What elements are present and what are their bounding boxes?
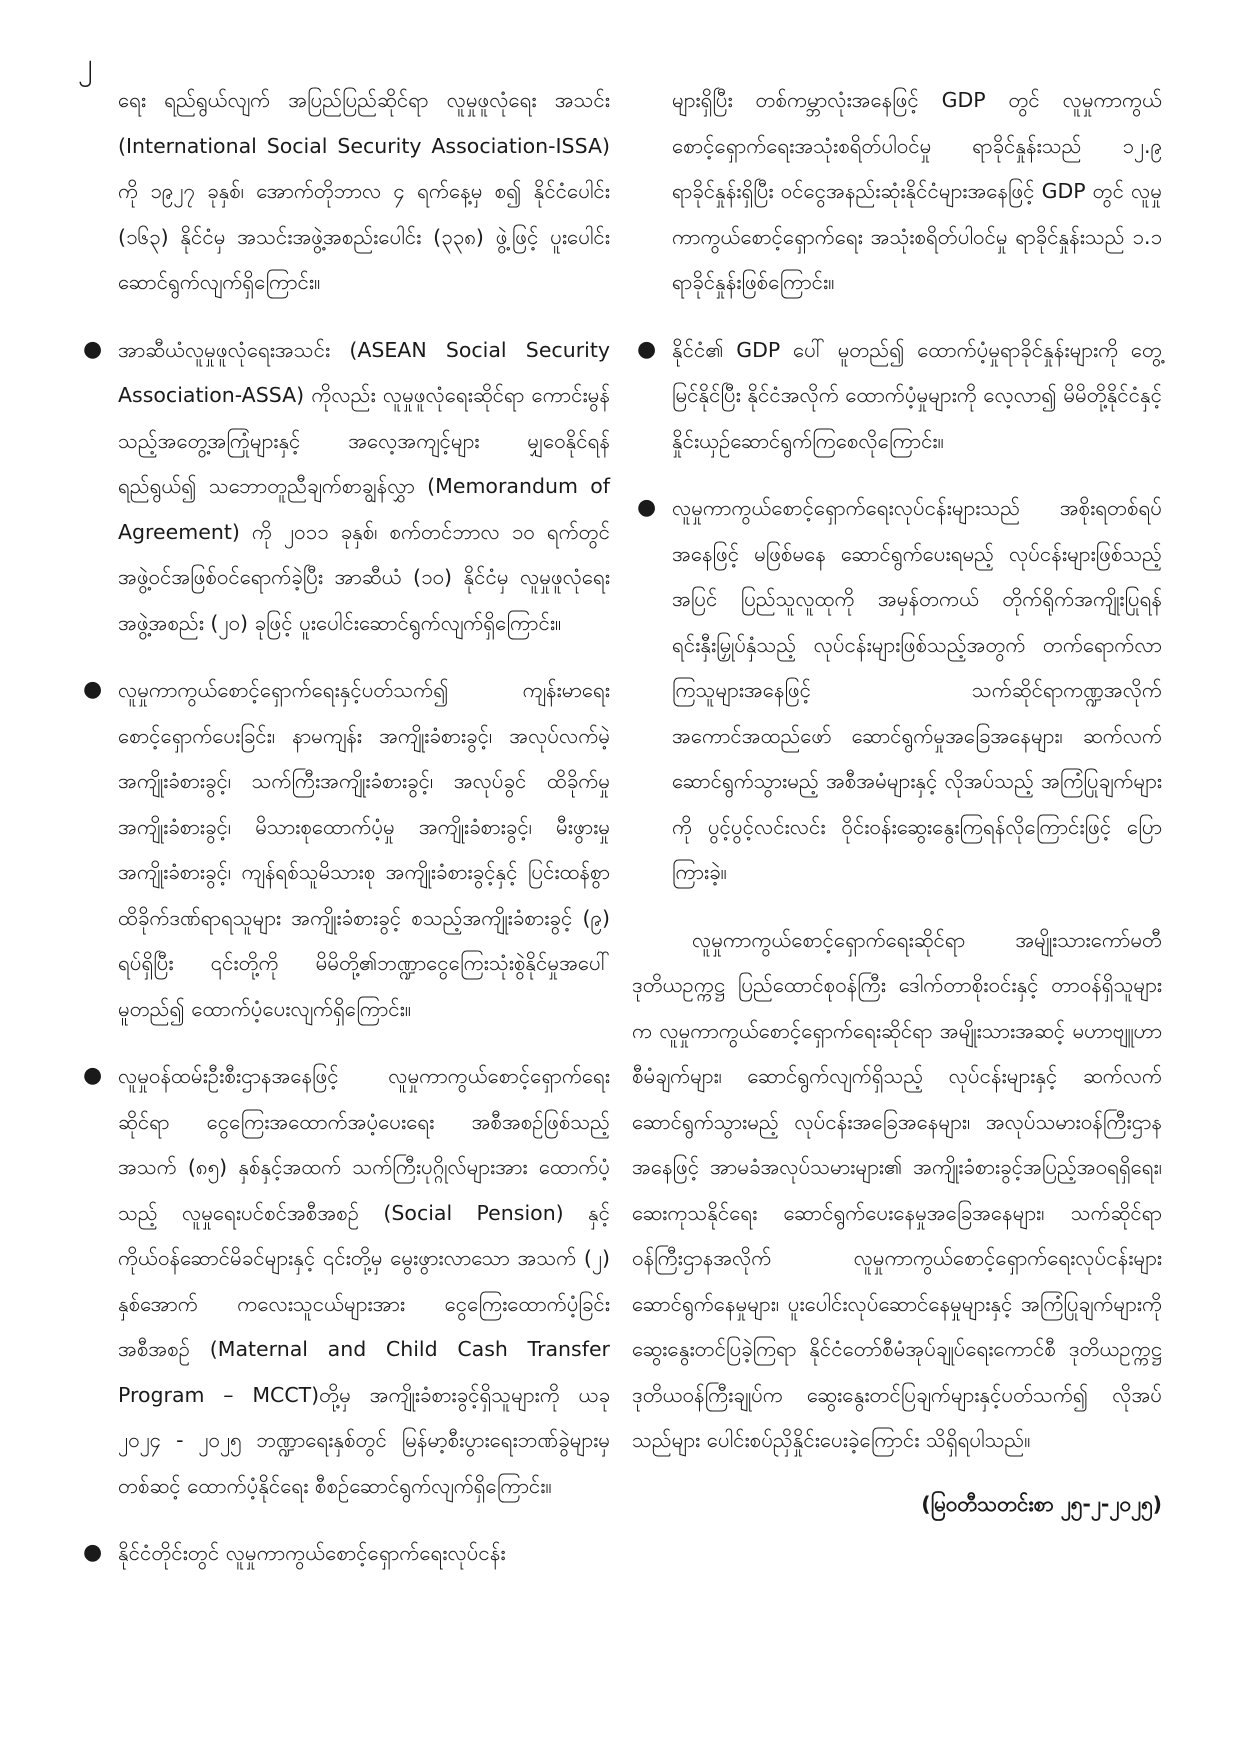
bullet-icon: ● xyxy=(83,1540,103,1565)
closing-paragraph: လူမှုကာကွယ်စောင့်ရှောက်ရေးဆိုင်ရာ အမျိုးသားကော်မတီဒုတိယဥက္ကဋ္ဌ ပြည်ထောင်စုဝန်ကြီး ဒေါက်တာစိုးဝင်းနှင့် တာဝန်ရှိသူများက လူမှုကာကွယ်စောင့်ရှောက်ရေးဆိုင်ရာ အမျိုးသားအဆင့် မဟာဗျူဟာစီမံချက်များ၊ ဆောင်ရွက်လျက်ရှိသည့် လုပ်ငန်းများနှင့် ဆက်လက်ဆောင်ရွက်သွားမည့် လုပ်ငန်းအခြေအနေများ၊ အလုပ်သမားဝန်ကြီးဌာနအနေဖြင့် အာမခံအလုပ်သမားများ၏ အကျိုးခံစားခွင့်အပြည့်အဝရရှိရေး၊ ဆေးကုသနိုင်ရေး ဆောင်ရွက်ပေးနေမှုအခြေအနေများ၊ သက်ဆိုင်ရာဝန်ကြီးဌာနအလိုက် လူမှုကာကွယ်စောင့်ရှောက်ရေးလုပ်ငန်းများ ဆောင်ရွက်နေမှုများ၊ ပူးပေါင်းလုပ်ဆောင်နေမှုများနှင့် အကြံပြုချက်များကို ဆွေးနွေးတင်ပြခဲ့ကြရာ နိုင်ငံတော်စီမံအုပ်ချုပ်ရေးကောင်စီ ဒုတိယဥက္ကဋ္ဌ ဒုတိယဝန်ကြီးချုပ်က ဆွေးနွေးတင်ပြချက်များနှင့်ပတ်သက်၍ လိုအပ်သည်များ ပေါင်းစပ်ညှိနှိုင်းပေးခဲ့ကြောင်း သိရှိရပါသည်။ xyxy=(632,927,1162,1452)
bullet-icon: ● xyxy=(637,336,657,362)
bullet-item-every-country xyxy=(78,1531,610,1577)
right-continuation-paragraph: များရှိပြီး တစ်ကမ္ဘာလုံးအနေဖြင့် GDP တွင် လူမှုကာကွယ်စောင့်ရှောက်ရေးအသုံးစရိတ်ပါဝင်မှု ရာခိုင်နှုန်းသည် ၁၂.၉ ရာခိုင်နှုန်းရှိပြီး ဝင်ငွေအနည်းဆုံးနိုင်ငံများအနေဖြင့် GDP တွင် လူမှုကာကွယ်စောင့်ရှောက်ရေး အသုံးစရိတ်ပါဝင်မှု ရာခိုင်နှုန်းသည် ၁.၁ ရာခိုင်နှုန်းဖြစ်ကြောင်း။ xyxy=(672,88,1162,294)
right-column xyxy=(632,78,1162,1527)
bullet-icon: ● xyxy=(83,336,103,362)
bullet-icon: ● xyxy=(637,495,657,520)
bullet-item-gdp xyxy=(632,328,1162,465)
bullet-text: အာဆီယံလူမှုဖူလုံရေးအသင်း (ASEAN Social Security Association-ASSA) ကိုလည်း လူမှုဖူလုံရေးဆိုင်ရာ ကောင်းမွန်သည့်အတွေ့အကြုံများနှင့် အလေ့အကျင့်များ မျှဝေနိုင်ရန် ရည်ရွယ်၍ သဘောတူညီချက်စာချွန်လွှာ (Memorandum of Agreement) ကို ၂၀၁၁ ခုနှစ်၊ စက်တင်ဘာလ ၁၀ ရက်တွင် အဖွဲ့ဝင်အဖြစ်ဝင်ရောက်ခဲ့ပြီး အာဆီယံ (၁၀) နိုင်ငံမှ လူမှုဖူလုံရေး အဖွဲ့အစည်း (၂၀) ခုဖြင့် ပူးပေါင်းဆောင်ရွက်လျက်ရှိကြောင်း။ xyxy=(118,337,610,635)
bullet-item-assa xyxy=(78,328,610,647)
bullet-text: လူမှုကာကွယ်စောင့်ရှောက်ရေးလုပ်ငန်းများသည် အစိုးရတစ်ရပ်အနေဖြင့် မဖြစ်မနေ ဆောင်ရွက်ပေးရမည့် လုပ်ငန်းများဖြစ်သည့်အပြင် ပြည်သူလူထုကို အမှန်တကယ် တိုက်ရိုက်အကျိုးပြုရန် ရင်းနှီးမြှုပ်နှံသည့် လုပ်ငန်းများဖြစ်သည့်အတွက် တက်ရောက်လာကြသူများအနေဖြင့် သက်ဆိုင်ရာကဏ္ဍအလိုက် အကောင်အထည်ဖော် ဆောင်ရွက်မှုအခြေအနေများ၊ ဆက်လက်ဆောင်ရွက်သွားမည့် အစီအမံများနှင့် လိုအပ်သည့် အကြံပြုချက်များကို ပွင့်ပွင့်လင်းလင်း ဝိုင်းဝန်းဆွေးနွေးကြရန်လိုကြောင်းဖြင့် ပြောကြားခဲ့။ xyxy=(672,496,1162,884)
bullet-item-benefits xyxy=(78,668,610,1032)
bullet-icon: ● xyxy=(83,1063,103,1088)
left-column xyxy=(78,78,610,1577)
bullet-text: လူမှုကာကွယ်စောင့်ရှောက်ရေးနှင့်ပတ်သက်၍ ကျန်းမာရေးစောင့်ရှောက်ပေးခြင်း၊ နာမကျန်း အကျိုးခံစားခွင့်၊ အလုပ်လက်မဲ့အကျိုးခံစားခွင့်၊ သက်ကြီးအကျိုးခံစားခွင့်၊ အလုပ်ခွင် ထိခိုက်မှု အကျိုးခံစားခွင့်၊ မိသားစုထောက်ပံ့မှု အကျိုးခံစားခွင့်၊ မီးဖွားမှုအကျိုးခံစားခွင့်၊ ကျန်ရစ်သူမိသားစု အကျိုးခံစားခွင့်နှင့် ပြင်းထန်စွာ ထိခိုက်ဒဏ်ရာရသူများ အကျိုးခံစားခွင့် စသည့်အကျိုးခံစားခွင့် (၉) ရပ်ရှိပြီး ၎င်းတို့ကို မိမိတို့၏ဘဏ္ဍာငွေကြေးသုံးစွဲနိုင်မှုအပေါ်မူတည်၍ ထောက်ပံ့ပေးလျက်ရှိကြောင်း။ xyxy=(118,678,610,1021)
bullet-item-government-duty xyxy=(632,486,1162,896)
source-citation: (မြဝတီသတင်းစာ ၂၅-၂-၂၀၂၅) xyxy=(921,1491,1162,1516)
bullet-icon: ● xyxy=(83,677,103,702)
page-number: ၂ xyxy=(78,47,93,82)
bullet-text: လူမှုဝန်ထမ်းဦးစီးဌာနအနေဖြင့် လူမှုကာကွယ်စောင့်ရှောက်ရေးဆိုင်ရာ ငွေကြေးအထောက်အပံ့ပေးရေး အစီအစဉ်ဖြစ်သည့် အသက် (၈၅) နှစ်နှင့်အထက် သက်ကြီးပုဂ္ဂိုလ်များအား ထောက်ပံ့သည့် လူမှုရေးပင်စင်အစီအစဉ် (Social Pension) နှင့် ကိုယ်ဝန်ဆောင်မိခင်များနှင့် ၎င်းတို့မှ မွေးဖွားလာသော အသက် (၂) နှစ်အောက် ကလေးသူငယ်များအား ငွေကြေးထောက်ပံ့ခြင်းအစီအစဉ် (Maternal and Child Cash Transfer Program – MCCT)တို့မှ အကျိုးခံစားခွင့်ရှိသူများကို ယခု ၂၀၂၄ - ၂၀၂၅ ဘဏ္ဍာရေးနှစ်တွင် မြန်မာ့စီးပွားရေးဘဏ်ခွဲများမှတစ်ဆင့် ထောက်ပံ့နိုင်ရေး စီစဉ်ဆောင်ရွက်လျက်ရှိကြောင်း။ xyxy=(118,1064,610,1498)
bullet-text: နိုင်ငံတိုင်းတွင် လူမှုကာကွယ်စောင့်ရှောက်ရေးလုပ်ငန်း xyxy=(118,1541,506,1565)
bullet-text: နိုင်ငံ၏ GDP ပေါ် မူတည်၍ ထောက်ပံ့မှုရာခိုင်နှုန်းများကို တွေ့မြင်နိုင်ပြီး နိုင်ငံအလိုက် ထောက်ပံ့မှုများကို လေ့လာ၍ မိမိတို့နိုင်ငံနှင့် နှိုင်းယှဉ်ဆောင်ရွက်ကြစေလိုကြောင်း။ xyxy=(672,337,1162,453)
bullet-item-pension xyxy=(78,1054,610,1509)
left-continuation-paragraph: ရေး ရည်ရွယ်လျက် အပြည်ပြည်ဆိုင်ရာ လူမှုဖူလုံရေး အသင်း (International Social Security Association-ISSA) ကို ၁၉၂၇ ခုနှစ်၊ အောက်တိုဘာလ ၄ ရက်နေ့မှ စ၍ နိုင်ငံပေါင်း (၁၆၃) နိုင်ငံမှ အသင်းအဖွဲ့အစည်းပေါင်း (၃၃၈) ဖွဲ့ဖြင့် ပူးပေါင်းဆောင်ရွက်လျက်ရှိကြောင်း။ xyxy=(118,88,610,294)
